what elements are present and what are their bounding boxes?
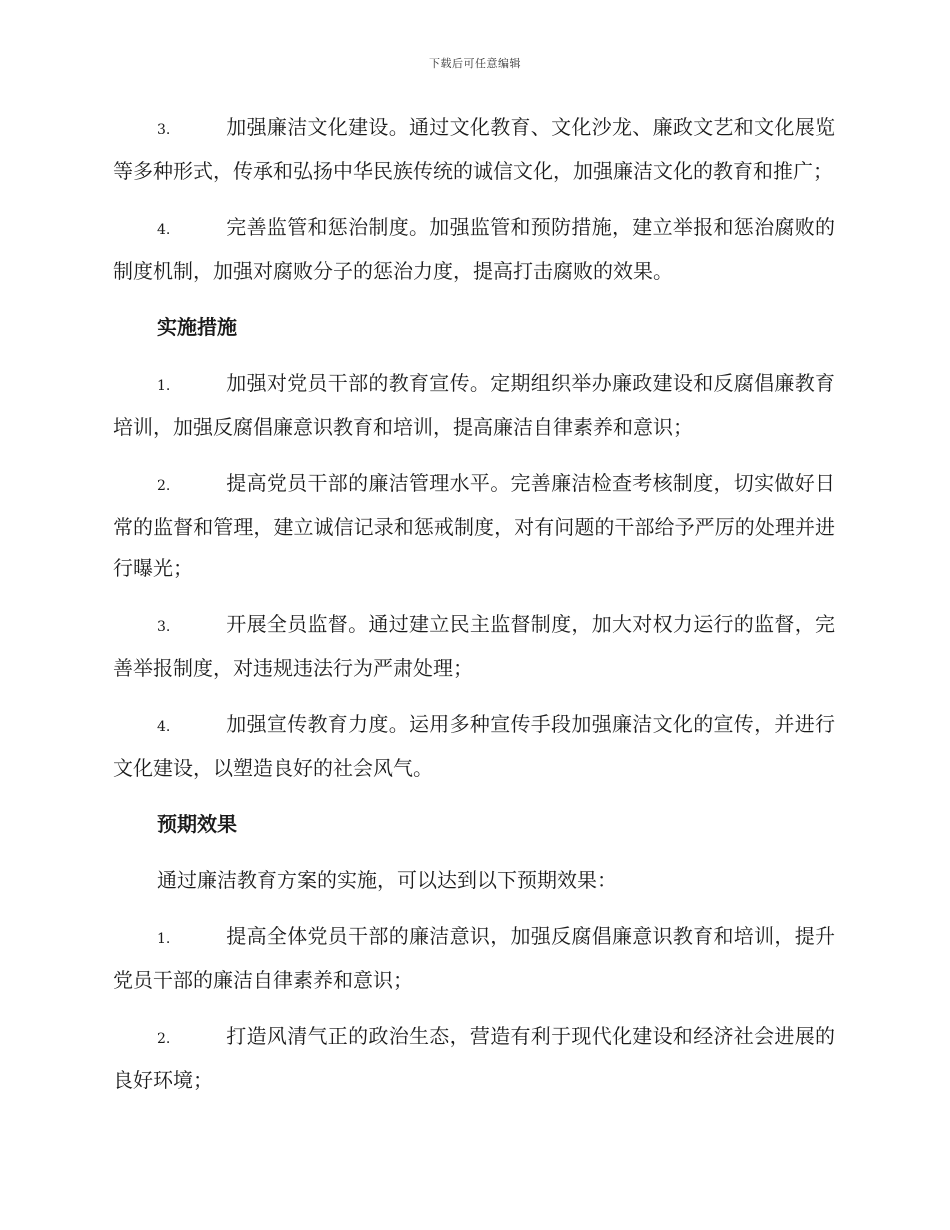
item-number: 1. xyxy=(157,931,171,947)
list-item xyxy=(113,704,835,789)
page-header: 下载后可任意编辑 xyxy=(429,57,521,70)
item-text: 打造风清气正的政治生态，营造有利于现代化建设和经济社会进展的良好环境； xyxy=(113,1024,835,1092)
item-text: 完善监管和惩治制度。加强监管和预防措施，建立举报和惩治腐败的制度机制，加强对腐败分子的惩治力度，提高打击腐败的效果。 xyxy=(113,215,835,283)
item-number: 4. xyxy=(157,719,171,735)
section-heading: 实施措施 xyxy=(157,315,237,339)
item-number: 1. xyxy=(157,378,171,394)
list-item xyxy=(113,1016,835,1101)
list-item xyxy=(113,363,835,448)
item-text: 提高党员干部的廉洁管理水平。完善廉洁检查考核制度，切实做好日常的监督和管理，建立诚信记录和惩戒制度，对有问题的干部给予严厉的处理并进行曝光； xyxy=(113,471,835,580)
item-text: 加强对党员干部的教育宣传。定期组织举办廉政建设和反腐倡廉教育培训，加强反腐倡廉意识教育和培训，提高廉洁自律素养和意识； xyxy=(113,371,835,439)
list-item xyxy=(113,604,835,689)
list-item xyxy=(113,916,835,1001)
item-number: 3. xyxy=(157,619,171,635)
paragraph: 通过廉洁教育方案的实施，可以达到以下预期效果： xyxy=(157,868,617,892)
item-text: 加强廉洁文化建设。通过文化教育、文化沙龙、廉政文艺和文化展览等多种形式，传承和弘扬中华民族传统的诚信文化，加强廉洁文化的教育和推广； xyxy=(113,115,835,183)
section-heading: 预期效果 xyxy=(157,812,237,836)
list-item xyxy=(113,463,835,589)
item-number: 4. xyxy=(157,222,171,238)
item-number: 3. xyxy=(157,122,171,138)
item-text: 提高全体党员干部的廉洁意识，加强反腐倡廉意识教育和培训，提升党员干部的廉洁自律素养和意识； xyxy=(113,924,835,992)
list-item xyxy=(113,207,835,292)
item-text: 开展全员监督。通过建立民主监督制度，加大对权力运行的监督，完善举报制度，对违规违法行为严肃处理； xyxy=(113,612,835,680)
document-body xyxy=(113,107,835,1116)
list-item xyxy=(113,107,835,192)
item-text: 加强宣传教育力度。运用多种宣传手段加强廉洁文化的宣传，并进行文化建设，以塑造良好的社会风气。 xyxy=(113,712,835,780)
item-number: 2. xyxy=(157,1031,171,1047)
item-number: 2. xyxy=(157,478,171,494)
